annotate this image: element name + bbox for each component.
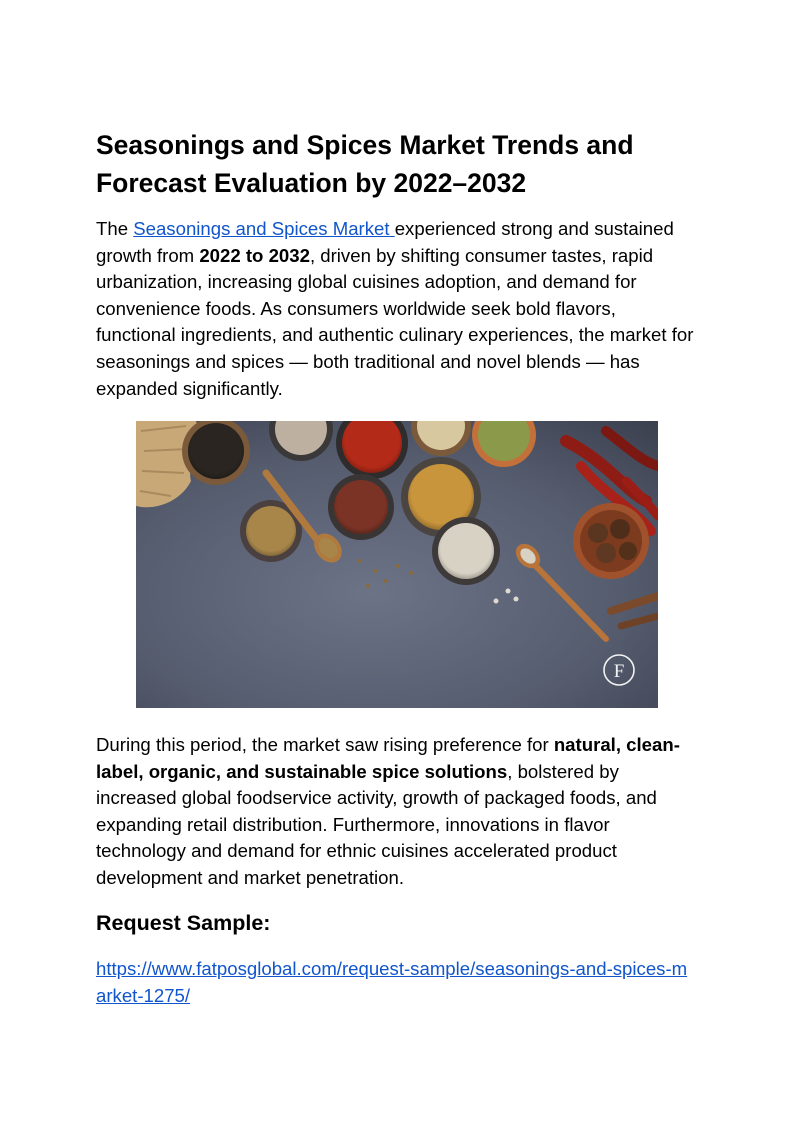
document-body bbox=[96, 126, 696, 402]
intro-mid: experienced strong and sustained growth from bbox=[96, 218, 674, 266]
intro-paragraph bbox=[96, 216, 696, 402]
intro-years: 2022 to 2032 bbox=[199, 244, 310, 266]
spices-photo bbox=[136, 421, 658, 708]
para2-bold: natural, clean-label, organic, and sustainable spice solutions bbox=[96, 734, 680, 782]
intro-prefix: The bbox=[96, 218, 134, 239]
para2-rest: , bolstered by increased global foodservice activity, growth of packaged foods, and expanding retail distribution. Furthermore, innovations in flavor technology and demand for ethnic cuisines accelerated product development and market penetration. bbox=[96, 760, 657, 888]
request-url-block bbox=[96, 956, 696, 1009]
request-sample-link[interactable]: https://www.fatposglobal.com/request-sample/seasonings-and-spices-market-1275/ bbox=[96, 958, 688, 1006]
market-link[interactable]: Seasonings and Spices Market bbox=[133, 218, 395, 239]
document-title: Seasonings and Spices Market Trends and Forecast Evaluation by 2022–2032 bbox=[96, 130, 634, 198]
intro-rest: , driven by shifting consumer tastes, rapid urbanization, increasing global cuisines adoption, and demand for convenience foods. As consumers worldwide seek bold flavors, functional ingredients, and authentic culinary experiences, the market for seasonings and spices — both traditional and novel blends — has expanded significantly. bbox=[96, 244, 694, 399]
para2-prefix: During this period, the market saw rising preference for bbox=[96, 734, 554, 755]
watermark-logo: F bbox=[613, 661, 625, 682]
body-paragraph bbox=[96, 732, 696, 892]
request-sample-heading: Request Sample: bbox=[96, 911, 271, 935]
